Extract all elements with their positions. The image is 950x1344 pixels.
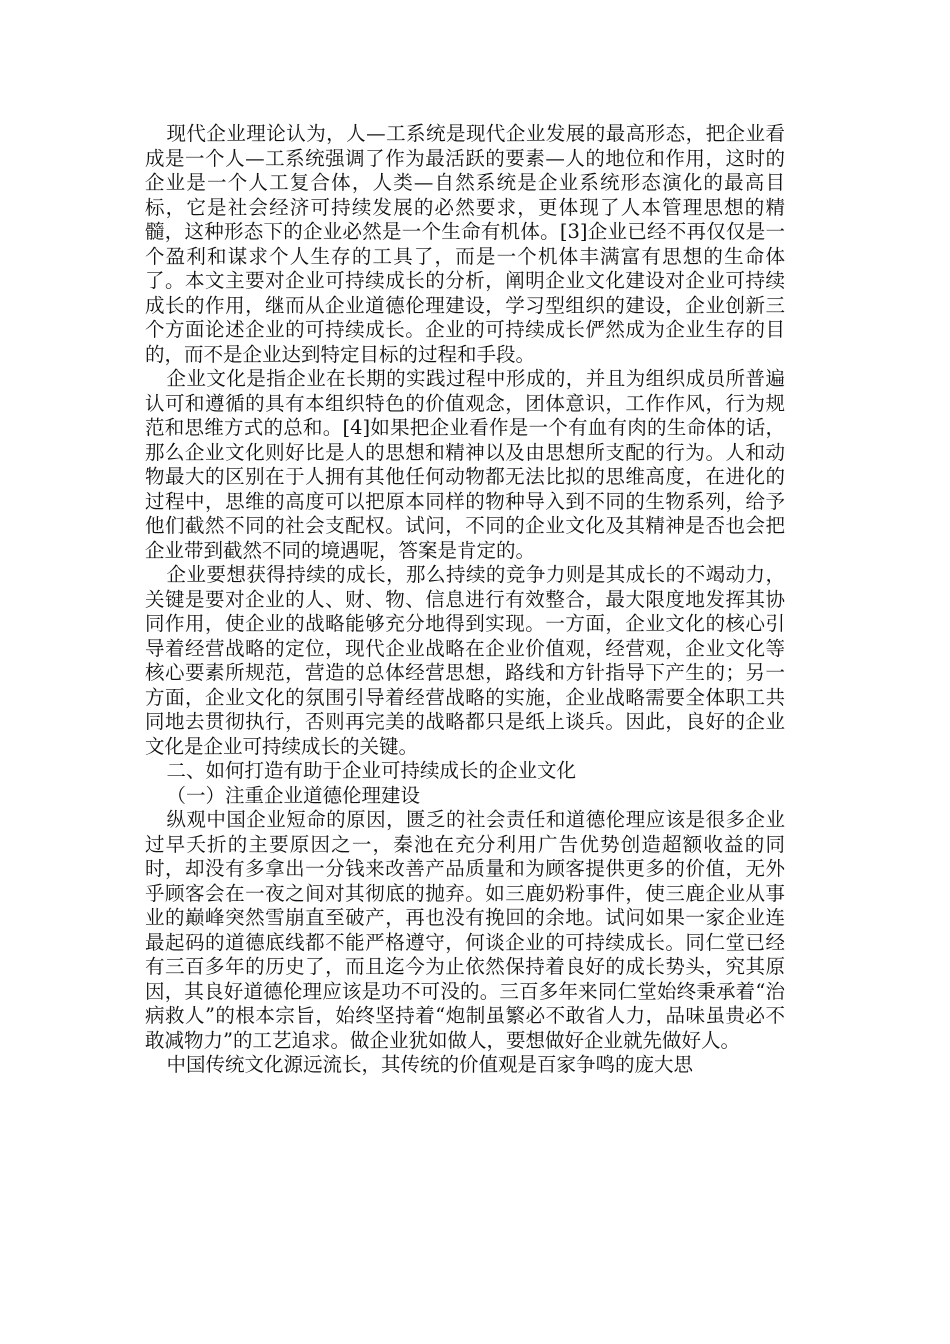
subsection-heading: （一）注重企业道德伦理建设 bbox=[166, 783, 420, 807]
paragraph-corporate-culture-definition: 企业文化是指企业在长期的实践过程中形成的，并且为组织成员所普遍认可和遵循的具有本组织特色的价值观念，团体意识，工作作风，行为规范和思维方式的总和。[4]如果把企业看作是一个有血有肉的生命体的话，那么企业文化则好比是人的思想和精神以及由思想所支配的行为。人和动物最大的区别在于人拥有其他任何动物都无法比拟的思维高度，在进化的过程中，思维的高度可以把原本同样的物种导入到不同的生物系列，给予他们截然不同的社会支配权。试问，不同的企业文化及其精神是否也会把企业带到截然不同的境遇呢，答案是肯定的。 bbox=[145, 367, 785, 562]
paragraph-modern-enterprise-theory: 现代企业理论认为，人—工系统是现代企业发展的最高形态，把企业看成是一个人—工系统强调了作为最活跃的要素—人的地位和作用，这时的企业是一个人工复合体，人类—自然系统是企业系统形态演化的最高目标，它是社会经济可持续发展的必然要求，更体现了人本管理思想的精髓，这种形态下的企业必然是一个生命有机体。[3]企业已经不再仅仅是一个盈利和谋求个人生存的工具了，而是一个机体丰满富有思想的生命体了。本文主要对企业可持续成长的分析，阐明企业文化建设对企业可持续成长的作用，继而从企业道德伦理建设，学习型组织的建设，企业创新三个方面论述企业的可持续成长。企业的可持续成长俨然成为企业生存的目的，而不是企业达到特定目标的过程和手段。 bbox=[145, 122, 785, 366]
document-body bbox=[145, 122, 785, 1078]
paragraph-sustained-growth: 企业要想获得持续的成长，那么持续的竞争力则是其成长的不竭动力，关键是要对企业的人、财、物、信息进行有效整合，最大限度地发挥其协同作用，使企业的战略能够充分地得到实现。一方面，企业文化的核心引导着经营战略的定位，现代企业战略在企业价值观，经营观，企业文化等核心要素所规范，营造的总体经营思想，路线和方针指导下产生的；另一方面，企业文化的氛围引导着经营战略的实施，企业战略需要全体职工共同地去贯彻执行，否则再完美的战略都只是纸上谈兵。因此，良好的企业文化是企业可持续成长的关键。 bbox=[145, 563, 785, 758]
paragraph-traditional-culture: 中国传统文化源远流长，其传统的价值观是百家争鸣的庞大思 bbox=[166, 1053, 693, 1076]
paragraph-business-ethics: 纵观中国企业短命的原因，匮乏的社会责任和道德伦理应该是很多企业过早夭折的主要原因之一，秦池在充分利用广告优势创造超额收益的同时，却没有多拿出一分钱来改善产品质量和为顾客提供更多的价值，无外乎顾客会在一夜之间对其彻底的抛弃。如三鹿奶粉事件，使三鹿企业从事业的巅峰突然雪崩直至破产，再也没有挽回的余地。试问如果一家企业连最起码的道德底线都不能严格遵守，何谈企业的可持续成长。同仁堂已经有三百多年的历史了，而且迄今为止依然保持着良好的成长势头，究其原因，其良好道德伦理应该是功不可没的。三百多年来同仁堂始终秉承着“治病救人”的根本宗旨，始终坚持着“炮制虽繁必不敢省人力，品味虽贵必不敢减物力”的工艺追求。做企业犹如做人，要想做好企业就先做好人。 bbox=[145, 808, 785, 1052]
section-heading: 二、如何打造有助于企业可持续成长的企业文化 bbox=[166, 759, 576, 782]
